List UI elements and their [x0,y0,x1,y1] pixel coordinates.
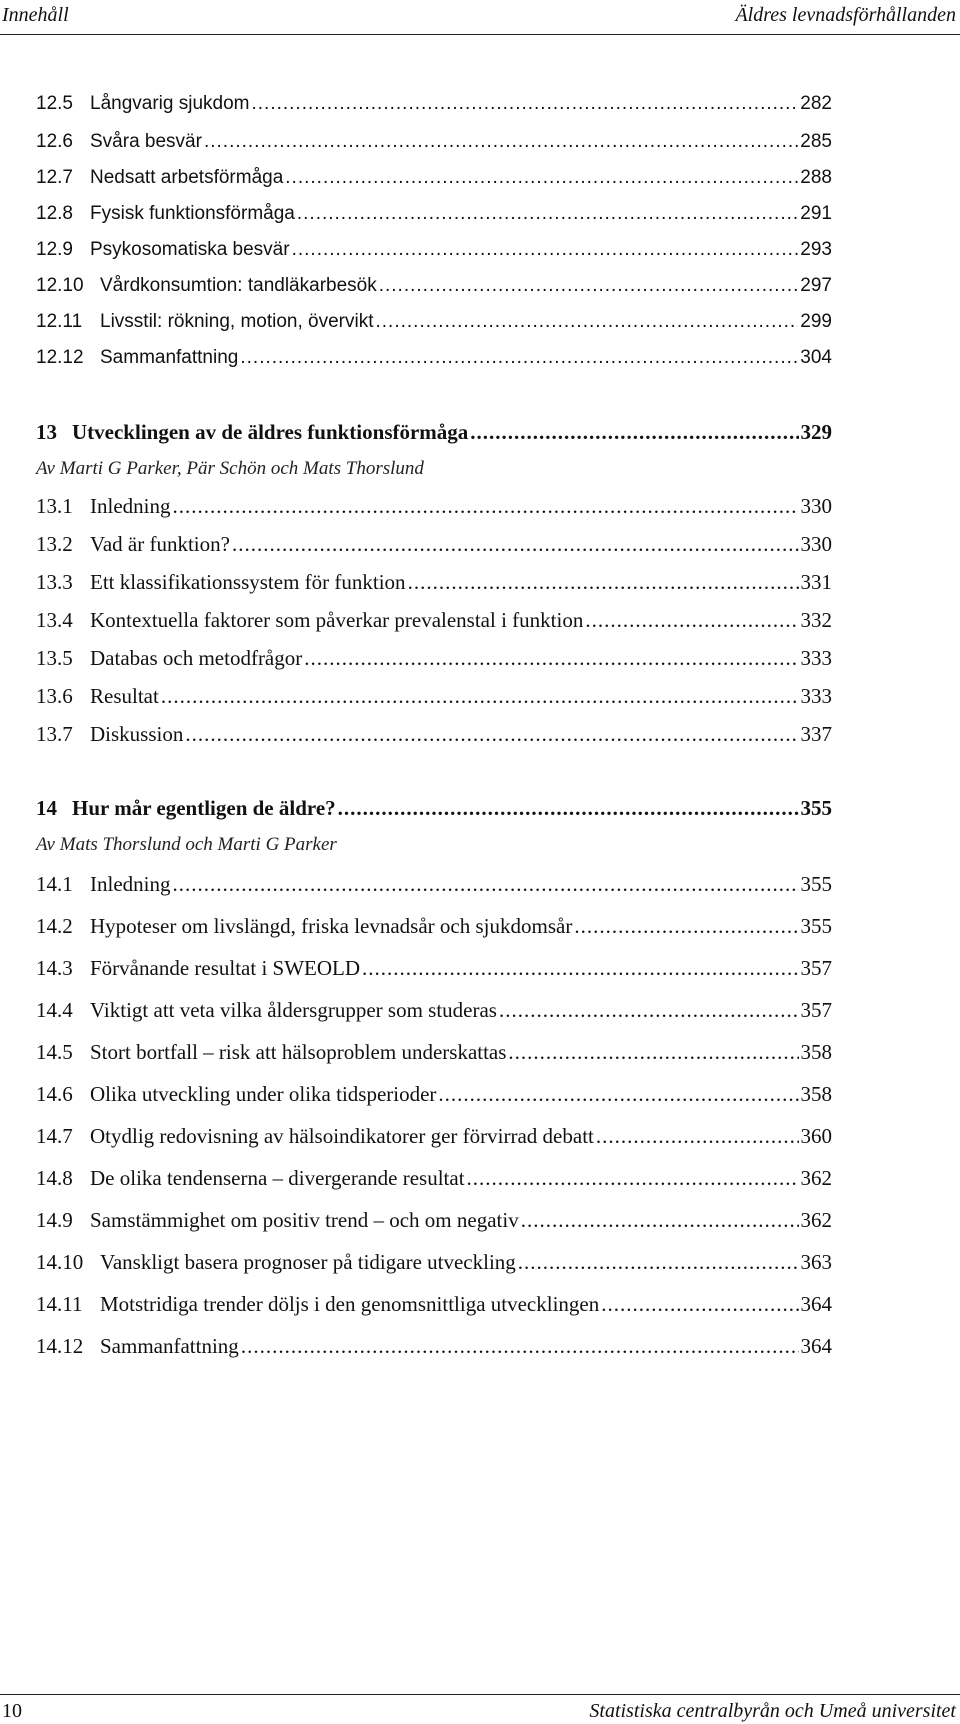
toc-entry-page: 331 [800,570,832,594]
toc-entry-number: 13.7 [36,722,73,746]
toc-entry-number: 14.4 [36,998,73,1022]
toc-entry-number: 14.1 [36,872,73,896]
toc-entry[interactable] [36,1124,832,1154]
toc-entry-page: 362 [800,1208,832,1232]
dot-leader [379,275,799,297]
dot-leader [601,1292,798,1317]
toc-entry-page: 337 [800,722,832,746]
toc-entry[interactable] [36,570,832,600]
toc-entry[interactable] [36,1250,832,1280]
toc-entry[interactable] [36,532,832,562]
toc-entry-number: 14.9 [36,1208,73,1232]
dot-leader [362,956,798,981]
dot-leader [172,494,798,519]
toc-entry[interactable] [36,1082,832,1112]
toc-entry-number: 14.6 [36,1082,73,1106]
chapter-author: Av Mats Thorslund och Marti G Parker [36,834,337,855]
toc-entry-title: Viktigt att veta vilka åldersgrupper som studeras [90,998,497,1022]
toc-entry-title: Inledning [90,494,171,518]
toc-chapter-14[interactable] [36,796,832,826]
dot-leader [297,203,798,225]
toc-entry-page: 355 [800,872,832,896]
toc-entry-title: Långvarig sjukdom [90,93,250,114]
toc-entry-title: De olika tendenserna – divergerande resultat [90,1166,465,1190]
chapter-author: Av Marti G Parker, Pär Schön och Mats Thorslund [36,458,424,479]
dot-leader [438,1082,798,1107]
toc-entry-page: 360 [800,1124,832,1148]
toc-entry-title: Olika utveckling under olika tidsperioder [90,1082,437,1106]
toc-entry[interactable] [36,167,832,197]
dot-leader [518,1250,799,1275]
toc-entry[interactable] [36,347,832,377]
dot-leader [292,239,799,261]
toc-entry-page: 291 [800,203,832,224]
dot-leader [241,1334,799,1359]
toc-entry-page: 364 [800,1334,832,1358]
toc-entry-title: Livsstil: rökning, motion, övervikt [100,311,374,332]
toc-entry[interactable] [36,494,832,524]
dot-leader [376,311,799,333]
chapter-page: 329 [800,420,832,444]
toc-entry-number: 12.5 [36,93,73,114]
dot-leader [596,1124,799,1149]
toc-entry-page: 288 [800,167,832,188]
toc-entry-number: 13.2 [36,532,73,556]
toc-entry-page: 362 [800,1166,832,1190]
toc-entry[interactable] [36,275,832,305]
toc-entry[interactable] [36,311,832,341]
toc-entry[interactable] [36,239,832,269]
toc-entry-title: Kontextuella faktorer som påverkar prevalenstal i funktion [90,608,584,632]
toc-entry-number: 13.1 [36,494,73,518]
footer-publisher: Statistiska centralbyrån och Umeå universitet [589,1700,956,1722]
toc-entry-page: 358 [800,1082,832,1106]
toc-entry-page: 363 [800,1250,832,1274]
toc-entry-page: 293 [800,239,832,260]
dot-leader [204,131,798,153]
toc-entry-number: 12.12 [36,347,84,368]
toc-entry-page: 332 [800,608,832,632]
running-header [0,0,960,35]
toc-entry[interactable] [36,646,832,676]
toc-entry-number: 14.2 [36,914,73,938]
dot-leader [521,1208,799,1233]
toc-entry-number: 13.5 [36,646,73,670]
dot-leader [470,420,798,445]
toc-entry[interactable] [36,203,832,233]
toc-chapter-13[interactable] [36,420,832,450]
toc-entry-title: Vad är funktion? [90,532,230,556]
toc-entry-title: Stort bortfall – risk att hälsoproblem underskattas [90,1040,507,1064]
toc-entry-page: 297 [800,275,832,296]
dot-leader [172,872,798,897]
toc-entry-page: 285 [800,131,832,152]
header-book-title: Äldres levnadsförhållanden [735,4,956,26]
toc-entry[interactable] [36,1292,832,1322]
toc-entry-page: 357 [800,998,832,1022]
toc-entry-number: 14.10 [36,1250,84,1274]
toc-entry-number: 14.7 [36,1124,73,1148]
dot-leader [467,1166,799,1191]
toc-entry-title: Hypoteser om livslängd, friska levnadsår och sjukdomsår [90,914,573,938]
toc-entry[interactable] [36,914,832,944]
toc-entry-title: Diskussion [90,722,184,746]
chapter-number: 14 [36,796,57,820]
toc-entry-page: 364 [800,1292,832,1316]
chapter-number: 13 [36,420,57,444]
toc-entry-page: 358 [800,1040,832,1064]
toc-entry-page: 333 [800,646,832,670]
dot-leader [574,914,798,939]
dot-leader [304,646,798,671]
toc-entry[interactable] [36,1166,832,1196]
toc-entry-page: 330 [800,532,832,556]
toc-entry-title: Svåra besvär [90,131,202,152]
toc-entry-page: 357 [800,956,832,980]
dot-leader [232,532,799,557]
toc-entry-number: 14.5 [36,1040,73,1064]
toc-entry-page: 304 [800,347,832,368]
toc-entry-title: Otydlig redovisning av hälsoindikatorer ger förvirrad debatt [90,1124,594,1148]
toc-entry-title: Sammanfattning [100,1334,239,1358]
toc-entry-number: 12.10 [36,275,84,296]
dot-leader [161,684,799,709]
dot-leader [251,93,798,115]
toc-entry[interactable] [36,1208,832,1238]
toc-entry-number: 12.9 [36,239,73,260]
toc-entry-title: Förvånande resultat i SWEOLD [90,956,361,980]
toc-entry-number: 12.7 [36,167,73,188]
dot-leader [285,167,798,189]
dot-leader [508,1040,798,1065]
toc-entry-number: 12.8 [36,203,73,224]
header-section-label: Innehåll [2,4,69,26]
toc-entry-number: 12.6 [36,131,73,152]
toc-entry-title: Sammanfattning [100,347,239,368]
chapter-title: Hur mår egentligen de äldre? [72,796,336,820]
toc-entry-page: 333 [800,684,832,708]
dot-leader [240,347,798,369]
dot-leader [585,608,798,633]
dot-leader [338,796,799,821]
toc-entry-title: Databas och metodfrågor [90,646,303,670]
toc-entry[interactable] [36,722,832,752]
toc-entry[interactable] [36,872,832,902]
toc-entry-title: Vanskligt basera prognoser på tidigare utveckling [100,1250,516,1274]
dot-leader [185,722,798,747]
toc-entry[interactable] [36,956,832,986]
footer-page-number: 10 [2,1700,22,1722]
toc-entry[interactable] [36,684,832,714]
toc-entry-title: Ett klassifikationssystem för funktion [90,570,406,594]
toc-entry-number: 14.11 [36,1292,83,1316]
toc-entry-number: 13.4 [36,608,73,632]
toc-entry-title: Inledning [90,872,171,896]
dot-leader [499,998,799,1023]
toc-entry-number: 14.12 [36,1334,84,1358]
toc-entry[interactable] [36,1334,832,1364]
toc-entry-page: 282 [800,93,832,114]
toc-entry-number: 14.3 [36,956,73,980]
toc-entry[interactable] [36,1040,832,1070]
toc-entry-number: 13.3 [36,570,73,594]
toc-entry-number: 13.6 [36,684,73,708]
toc-entry-number: 14.8 [36,1166,73,1190]
toc-entry-title: Nedsatt arbetsförmåga [90,167,284,188]
toc-entry-page: 299 [800,311,832,332]
toc-entry-page: 330 [800,494,832,518]
toc-entry-title: Samstämmighet om positiv trend – och om negativ [90,1208,519,1232]
toc-entry-title: Resultat [90,684,159,708]
chapter-page: 355 [800,796,832,820]
toc-entry[interactable] [36,998,832,1028]
toc-entry[interactable] [36,93,832,123]
toc-entry[interactable] [36,131,832,161]
toc-entry-title: Psykosomatiska besvär [90,239,290,260]
toc-entry-title: Vårdkonsumtion: tandläkarbesök [100,275,377,296]
toc-entry-title: Fysisk funktionsförmåga [90,203,295,224]
dot-leader [408,570,799,595]
chapter-title: Utvecklingen av de äldres funktionsförmåga [72,420,469,444]
toc-entry[interactable] [36,608,832,638]
toc-entry-page: 355 [800,914,832,938]
toc-entry-number: 12.11 [36,311,83,332]
toc-entry-title: Motstridiga trender döljs i den genomsnittliga utvecklingen [100,1292,600,1316]
running-footer [0,1694,960,1724]
